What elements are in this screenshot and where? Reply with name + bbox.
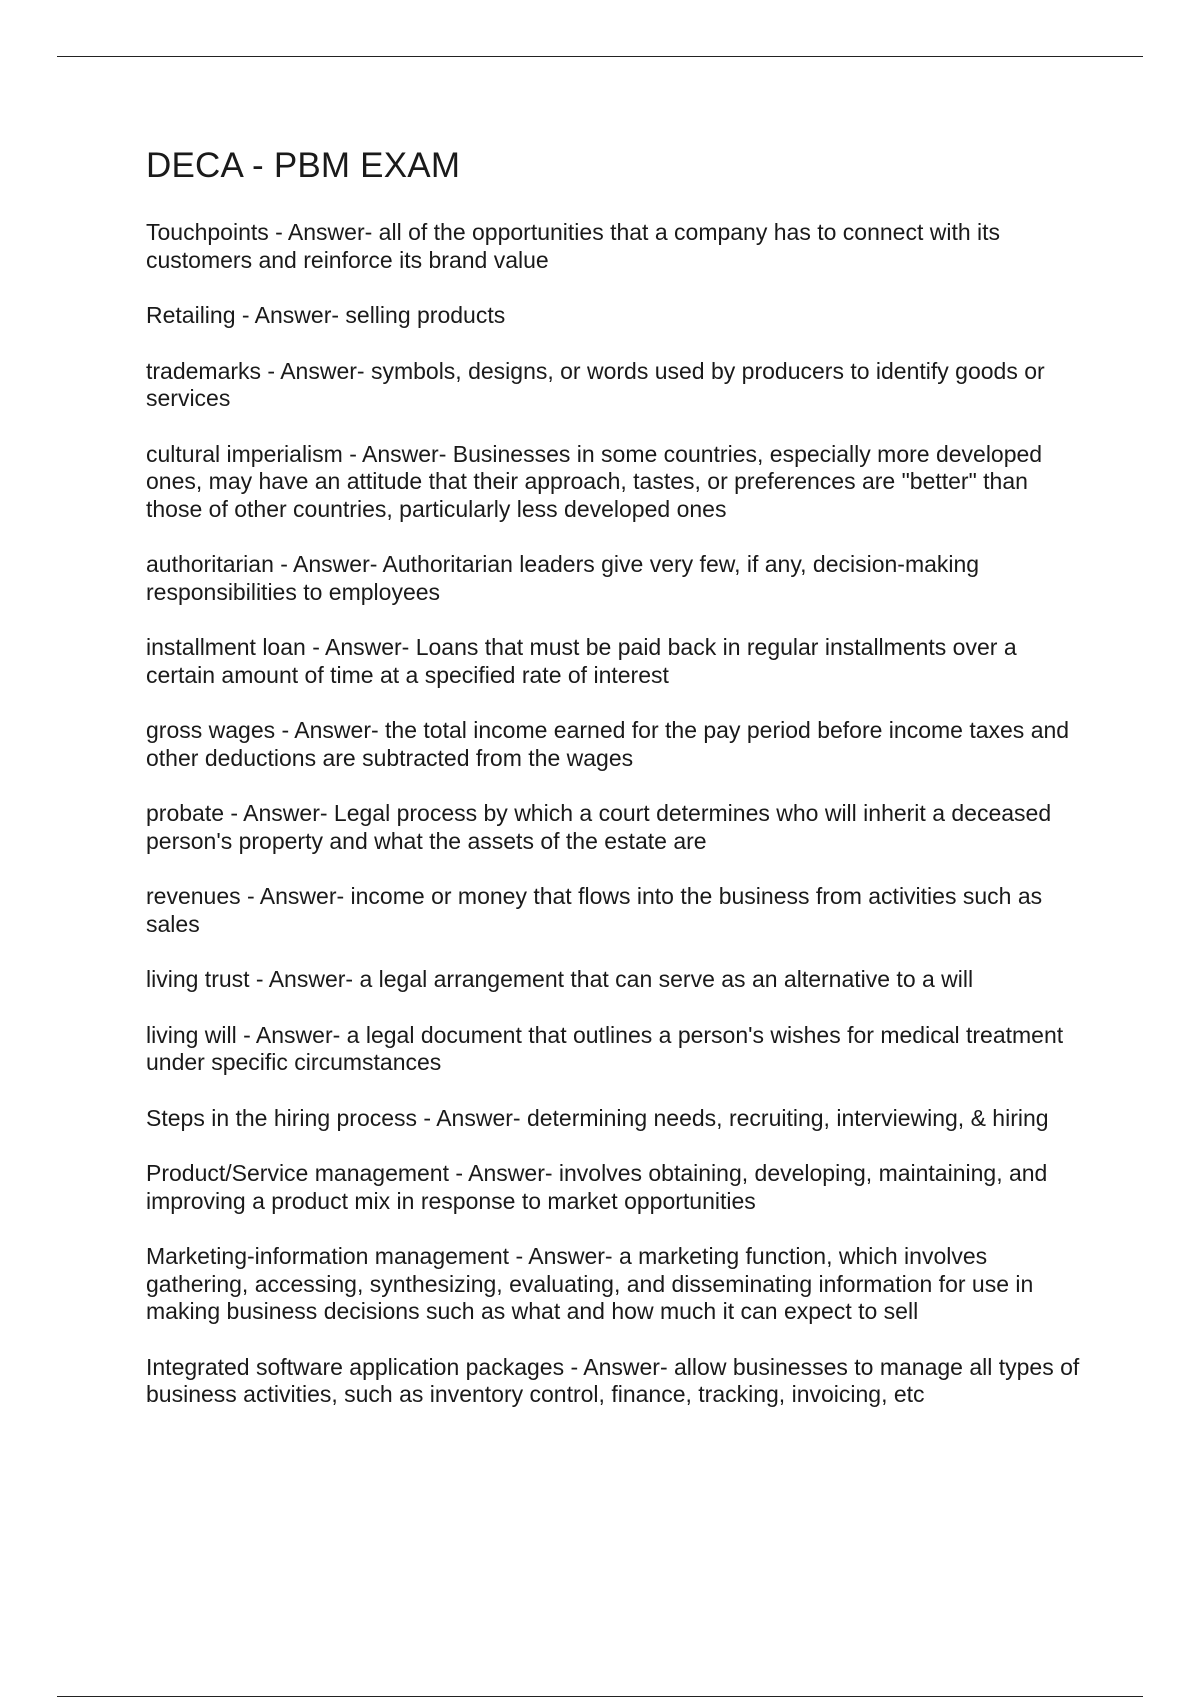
flashcard-entry: Touchpoints - Answer- all of the opportunities that a company has to connect with its customers and reinforce its brand value: [146, 219, 1001, 273]
flashcard-entry: Retailing - Answer- selling products: [146, 302, 506, 328]
flashcard-entry: Product/Service management - Answer- involves obtaining, developing, maintaining, and improving a product mix in response to market opportunities: [146, 1160, 1048, 1214]
flashcard-entry: Steps in the hiring process - Answer- determining needs, recruiting, interviewing, & hiring: [146, 1104, 1049, 1131]
flashcard-entry: gross wages - Answer- the total income earned for the pay period before income taxes and other deductions are subtracted from the wages: [146, 717, 1070, 771]
flashcard-entry: Integrated software application packages - Answer- allow businesses to manage all types of business activities, such as inventory control, finance, tracking, invoicing, etc: [146, 1353, 1080, 1407]
document-body: [146, 142, 1086, 1437]
flashcard-entry: living trust - Answer- a legal arrangement that can serve as an alternative to a will: [146, 966, 974, 992]
footer-rule: [57, 1696, 1143, 1697]
flashcard-entry: revenues - Answer- income or money that flows into the business from activities such as sales: [146, 883, 1043, 937]
flashcard-entry: authoritarian - Answer- Authoritarian leaders give very few, if any, decision-making responsibilities to employees: [146, 551, 980, 605]
header-rule: [57, 56, 1143, 57]
flashcard-entry: Marketing-information management - Answer- a marketing function, which involves gathering, accessing, synthesizing, evaluating, and disseminating information for use in making business decisions such as what and how much it can expect to sell: [146, 1243, 1034, 1324]
flashcard-entry: trademarks - Answer- symbols, designs, or words used by producers to identify goods or services: [146, 357, 1045, 411]
flashcard-entry: cultural imperialism - Answer- Businesses in some countries, especially more developed ones, may have an attitude that their approach, tastes, or preferences are "better" than those of other countries, particularly less developed ones: [146, 440, 1043, 522]
flashcard-entry: probate - Answer- Legal process by which a court determines who will inherit a deceased person's property and what the assets of the estate are: [146, 800, 1052, 854]
document-title: DECA - PBM EXAM: [146, 146, 461, 185]
flashcard-entry: living will - Answer- a legal document that outlines a person's wishes for medical treatment under specific circumstances: [146, 1021, 1064, 1075]
flashcard-entry: installment loan - Answer- Loans that must be paid back in regular installments over a certain amount of time at a specified rate of interest: [146, 634, 1017, 688]
